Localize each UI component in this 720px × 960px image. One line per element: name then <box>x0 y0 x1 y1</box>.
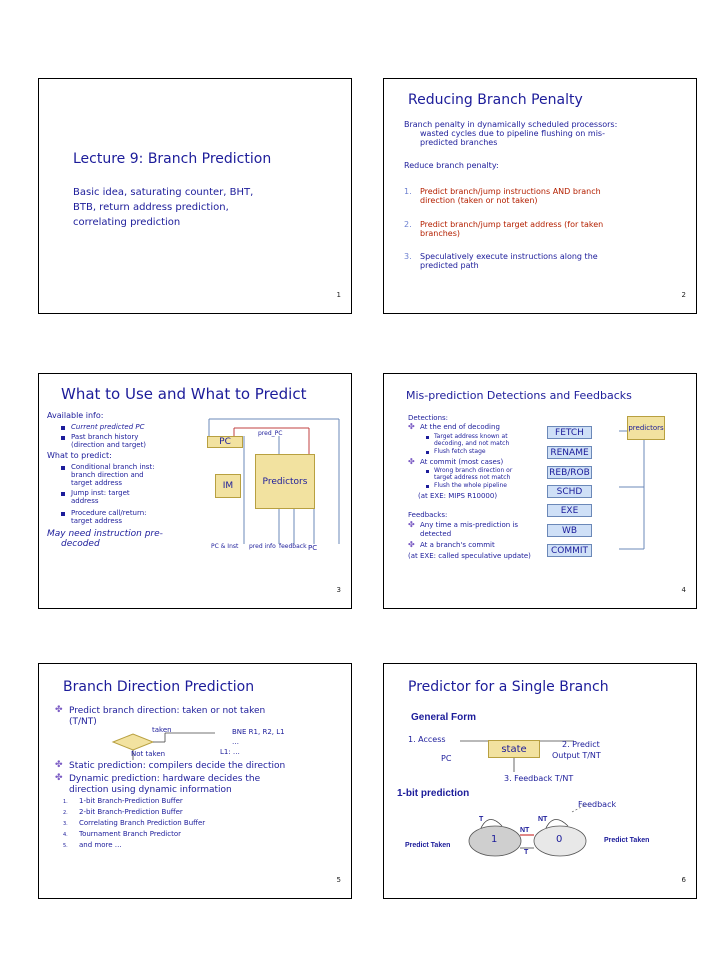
pc-inst-label: PC & Inst <box>211 543 239 550</box>
slide-3-w1-l3: target address <box>71 479 123 487</box>
predict-taken-left-label: Predict Taken <box>405 842 451 849</box>
slide-3-may-l2: decoded <box>61 539 100 549</box>
slide-3-what: What to predict: <box>47 451 112 460</box>
diamond-bullet-icon: ✤ <box>55 705 63 715</box>
slide-5-title: Branch Direction Prediction <box>63 679 255 695</box>
slide-4-d2b: Flush the whole pipeline <box>434 482 507 489</box>
slide-5-b1-l1: Predict branch direction: taken or not taken <box>69 706 266 716</box>
bullet-icon <box>426 485 429 488</box>
slide-2-item-2-l1: Predict branch/jump target address (for taken <box>420 220 604 229</box>
slide-2-item-2-l2: branches) <box>420 229 461 238</box>
list-num-2: 2. <box>63 810 68 816</box>
t-top-label: T <box>479 816 484 823</box>
slide-6-page-number: 6 <box>681 876 686 884</box>
slide-2-item-1-num: 1. <box>404 187 412 196</box>
im-box: IM <box>215 474 241 498</box>
code-line-2: … <box>232 738 239 746</box>
not-taken-label: Not taken <box>131 750 166 758</box>
list-num-5: 5. <box>63 843 68 849</box>
slide-4-detections: Detections: <box>408 414 449 422</box>
slide-5-b3-l1: Dynamic prediction: hardware decides the <box>69 774 261 784</box>
slide-2-intro-1: Branch penalty in dynamically scheduled processors: <box>404 120 618 129</box>
branch-diamond-icon <box>105 730 215 764</box>
bullet-icon <box>61 426 65 430</box>
state-box: state <box>488 740 540 758</box>
bullet-icon <box>61 466 65 470</box>
slide-6-title: Predictor for a Single Branch <box>408 679 609 695</box>
list-num-1: 1. <box>63 799 68 805</box>
slide-1-page-number: 1 <box>336 291 341 299</box>
taken-label: taken <box>152 726 172 734</box>
slide-3-w3-l2: target address <box>71 517 123 525</box>
slide-4-page-number: 4 <box>681 586 686 594</box>
slide-2-item-1-l1: Predict branch/jump instructions AND branch <box>420 187 601 196</box>
slide-2 <box>383 78 697 314</box>
diamond-bullet-icon: ✤ <box>55 773 63 783</box>
bullet-icon <box>426 470 429 473</box>
slide-4-d1a-l2: decoding, and not match <box>434 440 510 447</box>
slide-5 <box>38 663 352 899</box>
feedback-3-label: 3. Feedback T/NT <box>504 774 574 783</box>
diamond-bullet-icon: ✤ <box>408 457 415 466</box>
slide-3-w2-l1: Jump inst: target <box>71 489 130 497</box>
diamond-bullet-icon: ✤ <box>408 520 415 529</box>
nt-mid-label: NT <box>520 827 530 834</box>
slide-2-intro-2: wasted cycles due to pipeline flushing on mis- <box>420 129 605 138</box>
slide-1-body-line-3: correlating prediction <box>73 217 181 228</box>
slide-3-w1-l2: branch direction and <box>71 471 144 479</box>
slide-5-b1-l2: (T/NT) <box>69 717 97 727</box>
stage-exe: EXE <box>547 504 592 517</box>
slide-4-d1b: Flush fetch stage <box>434 448 486 455</box>
nt-top-label: NT <box>538 816 548 823</box>
diamond-bullet-icon: ✤ <box>408 422 415 431</box>
state-machine-diagram <box>444 804 644 864</box>
slide-2-item-1-l2: direction (taken or not taken) <box>420 196 538 205</box>
slide-2-title: Reducing Branch Penalty <box>408 92 583 108</box>
slide-2-item-3-num: 3. <box>404 252 412 261</box>
slide-2-item-3-l2: predicted path <box>420 261 479 270</box>
slide-3-a1: Current predicted PC <box>71 423 145 431</box>
predict-taken-right-label: Predict Taken <box>604 837 650 844</box>
slide-4-title: Mis-prediction Detections and Feedbacks <box>406 389 632 402</box>
slide-3-may-l1: May need instruction pre- <box>47 529 163 539</box>
slide-2-page-number: 2 <box>681 291 686 299</box>
stage-rename: RENAME <box>547 446 592 459</box>
bullet-icon <box>61 436 65 440</box>
slide-4-d2: At commit (most cases) <box>420 458 504 466</box>
slide-1-body-line-2: BTB, return address prediction, <box>73 202 229 213</box>
general-form-heading: General Form <box>411 712 477 723</box>
diamond-bullet-icon: ✤ <box>55 760 63 770</box>
slide-3 <box>38 373 352 609</box>
predictors-box: predictors <box>627 416 665 440</box>
list-item-4: Tournament Branch Predictor <box>79 830 182 838</box>
slide-4-d1a-l1: Target address known at <box>434 433 508 440</box>
slide-4-d2a-l2: target address not match <box>434 474 511 481</box>
stage-commit: COMMIT <box>547 544 592 557</box>
bullet-icon <box>426 436 429 439</box>
code-line-1: BNE R1, R2, L1 <box>232 728 285 736</box>
state-0-label: 0 <box>556 834 563 845</box>
pc-box: PC <box>207 436 243 448</box>
slide-3-a2-l2: (direction and target) <box>71 441 147 449</box>
stage-reb-rob: REB/ROB <box>547 466 592 479</box>
slide-1-title: Lecture 9: Branch Prediction <box>73 151 272 167</box>
list-item-2: 2-bit Branch-Prediction Buffer <box>79 808 183 816</box>
slide-3-a2-l1: Past branch history <box>71 433 139 441</box>
slide-4-d2a-l1: Wrong branch direction or <box>434 467 513 474</box>
list-item-1: 1-bit Branch-Prediction Buffer <box>79 797 183 805</box>
list-item-5: and more … <box>79 841 122 849</box>
slide-3-title: What to Use and What to Predict <box>61 385 307 403</box>
slide-3-w2-l2: address <box>71 497 99 505</box>
slide-4-f1-l2: detected <box>420 530 452 538</box>
list-num-3: 3. <box>63 821 68 827</box>
stage-fetch: FETCH <box>547 426 592 439</box>
slide-4-d1: At the end of decoding <box>420 423 500 431</box>
access-label: 1. Access <box>408 735 446 744</box>
slide-4-d3: (at EXE: MIPS R10000) <box>418 492 498 500</box>
state-1-label: 1 <box>491 834 498 845</box>
list-num-4: 4. <box>63 832 68 838</box>
stage-schd: SCHD <box>547 485 592 498</box>
slide-2-reduce: Reduce branch penalty: <box>404 161 499 170</box>
slide-3-w3-l1: Procedure call/return: <box>71 509 147 517</box>
slide-3-available: Available info: <box>47 411 104 420</box>
slide-4-f3: (at EXE: called speculative update) <box>408 552 531 560</box>
bullet-icon <box>61 512 65 516</box>
slide-2-item-3-l1: Speculatively execute instructions along the <box>420 252 598 261</box>
pred-info-label: pred info <box>249 543 276 550</box>
slide-1 <box>38 78 352 314</box>
slide-3-w1-l1: Conditional branch inst: <box>71 463 155 471</box>
slide-1-body-line-1: Basic idea, saturating counter, BHT, <box>73 187 254 198</box>
slide-5-page-number: 5 <box>336 876 341 884</box>
predict-label-1: 2. Predict <box>562 740 600 749</box>
slide-2-intro-3: predicted branches <box>420 138 498 147</box>
predictors-box: Predictors <box>255 454 315 509</box>
diamond-bullet-icon: ✤ <box>408 540 415 549</box>
feedback-label: Feedback <box>578 800 617 809</box>
slide-5-b3-l2: direction using dynamic information <box>69 785 232 795</box>
slide-2-item-2-num: 2. <box>404 220 412 229</box>
list-item-3: Correlating Branch Prediction Buffer <box>79 819 206 827</box>
slide-3-page-number: 3 <box>336 586 341 594</box>
feedback-label: feedback <box>279 543 307 550</box>
stage-wb: WB <box>547 524 592 537</box>
code-line-3: L1: … <box>220 748 240 756</box>
pc-label: PC <box>441 754 452 763</box>
one-bit-heading: 1-bit prediction <box>397 788 470 799</box>
slide-4-f2: At a branch's commit <box>420 541 495 549</box>
bullet-icon <box>61 492 65 496</box>
slide-4 <box>383 373 697 609</box>
pc-label: PC <box>308 544 318 552</box>
slide-4-f1-l1: Any time a mis-prediction is <box>420 521 519 529</box>
bullet-icon <box>426 451 429 454</box>
t-bottom-label: T <box>524 849 529 856</box>
pred-pc-label: pred_PC <box>258 430 283 437</box>
slide-4-feedbacks: Feedbacks: <box>408 511 448 519</box>
slide-5-b2: Static prediction: compilers decide the direction <box>69 761 286 771</box>
slide-6 <box>383 663 697 899</box>
predict-label-2: Output T/NT <box>552 751 601 760</box>
